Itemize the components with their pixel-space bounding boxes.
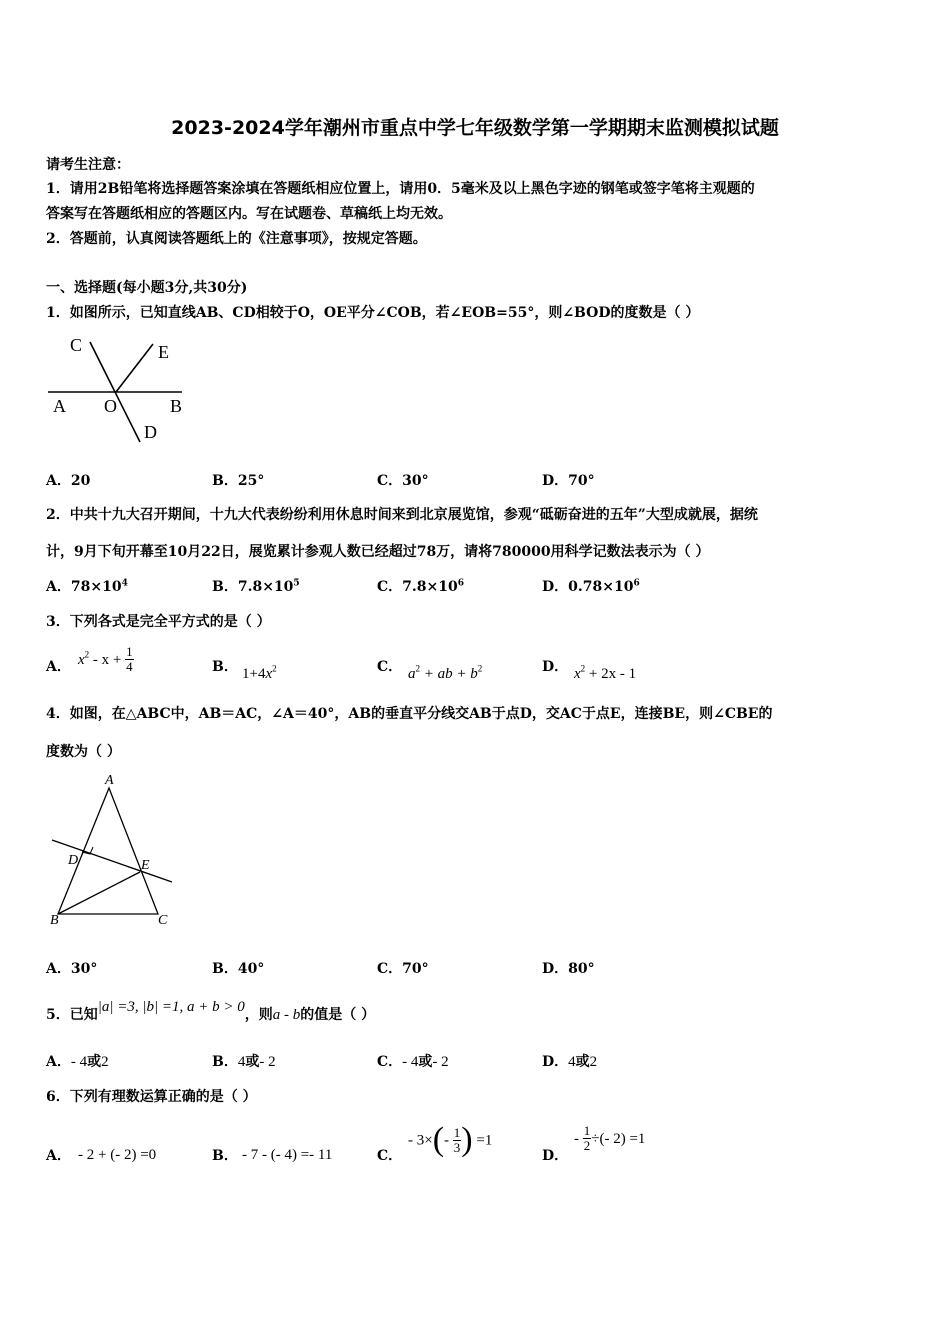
- q4-option-d[interactable]: D．80°: [542, 961, 595, 977]
- q1-option-c[interactable]: C．30°: [377, 473, 429, 489]
- q2-stem-line-2: 计，9月下旬开幕至10月22日，展览累计参观人数已经超过78万，请将780000用科学记数法表示为（ ）: [46, 544, 710, 560]
- q6-option-d-expression[interactable]: - $\frac{1}{2}$ ÷(- 2) =1: [574, 1123, 646, 1153]
- q3-option-d-letter[interactable]: D．: [542, 659, 569, 675]
- q1-option-d[interactable]: D．70°: [542, 473, 595, 489]
- q3-stem: 3．下列各式是完全平方式的是（ ）: [46, 614, 271, 630]
- label-b: B: [50, 913, 59, 928]
- q5-option-c[interactable]: C．- 4或- 2: [377, 1054, 449, 1070]
- q3-option-b-expression[interactable]: $1+4x^2$: [242, 663, 277, 682]
- q3-option-c-letter[interactable]: C．: [377, 659, 403, 675]
- q2-option-b[interactable]: B．$7.8\times 10^5$: [212, 578, 300, 595]
- notice-item-2: 2．答题前，认真阅读答题纸上的《注意事项》，按规定答题。: [46, 231, 427, 247]
- ray-oe: [116, 344, 153, 392]
- label-c: C: [158, 913, 168, 928]
- q6-option-a-expression[interactable]: - 2 + (- 2) =0: [78, 1147, 157, 1163]
- label-b: B: [170, 396, 183, 416]
- q3-option-c-expression[interactable]: $a^2$ + ab + $b^2$: [408, 663, 483, 682]
- q6-option-d-letter[interactable]: D．: [542, 1148, 569, 1164]
- triangle-abc: [58, 788, 158, 914]
- q2-option-c[interactable]: C．$7.8\times 10^6$: [377, 578, 464, 595]
- label-e: E: [141, 858, 150, 873]
- q6-option-a-letter[interactable]: A．: [46, 1148, 71, 1164]
- q2-stem-line-1: 2．中共十九大召开期间，十九大代表纷纷利用休息时间来到北京展览馆，参观“砥砺奋进的五年”大型成就展，据统: [46, 507, 758, 523]
- label-a: A: [53, 396, 66, 416]
- q3-option-d-expression[interactable]: $x^2 + 2x - 1$: [574, 663, 637, 682]
- q5-expression: a - b: [272, 1007, 301, 1023]
- q6-option-c-expression[interactable]: - 3×(- $\frac{1}{3}$ ) =1: [408, 1121, 493, 1158]
- q5-option-d[interactable]: D．4或2: [542, 1054, 598, 1070]
- q6-stem: 6．下列有理数运算正确的是（ ）: [46, 1089, 257, 1105]
- label-d: D: [144, 422, 157, 442]
- q4-option-b[interactable]: B．40°: [212, 961, 265, 977]
- q1-figure: [40, 330, 200, 446]
- q5-option-b[interactable]: B．4或- 2: [212, 1054, 276, 1070]
- q4-stem-line-2: 度数为（ ）: [46, 744, 121, 760]
- q4-option-a[interactable]: A．30°: [46, 961, 98, 977]
- q5-option-a[interactable]: A．- 4或2: [46, 1054, 109, 1070]
- q4-option-c[interactable]: C．70°: [377, 961, 429, 977]
- q5-condition: |a| =3, |b| =1, a + b > 0: [97, 999, 245, 1015]
- q2-option-d[interactable]: D．$0.78\times 10^6$: [542, 578, 640, 595]
- label-c: C: [70, 335, 83, 355]
- label-o: O: [104, 396, 117, 416]
- label-d: D: [68, 853, 79, 868]
- q3-option-a-letter[interactable]: A．: [46, 659, 71, 675]
- q6-option-b-letter[interactable]: B．: [212, 1148, 238, 1164]
- q1-stem: 1．如图所示，已知直线AB、CD相较于O，OE平分∠COB，若∠EOB=55°，则∠BOD的度数是（ ）: [46, 305, 700, 321]
- q4-stem-line-1: 4．如图，在△ABC中，AB＝AC，∠A＝40°，AB的垂直平分线交AB于点D，交AC于点E，连接BE，则∠CBE的: [46, 706, 773, 722]
- section-heading: 一、选择题(每小题3分,共30分): [46, 280, 248, 296]
- notice-item-1-line-1: 1．请用2B铅笔将选择题答案涂填在答题纸相应位置上，请用0．5毫米及以上黑色字迹的钢笔或签字笔将主观题的: [46, 181, 755, 197]
- label-e: E: [158, 342, 169, 362]
- q4-figure: [44, 768, 184, 928]
- q2-option-a[interactable]: A．$78\times 10^4$: [46, 578, 128, 595]
- q1-option-a[interactable]: A．20: [46, 473, 91, 489]
- q1-option-b[interactable]: B．25°: [212, 473, 265, 489]
- notice-heading: 请考生注意：: [46, 157, 130, 173]
- label-a: A: [105, 773, 114, 788]
- notice-item-1-line-2: 答案写在答题纸相应的答题区内。写在试题卷、草稿纸上均无效。: [46, 206, 452, 222]
- q6-option-c-letter[interactable]: C．: [377, 1148, 403, 1164]
- segment-be: [58, 872, 140, 914]
- q5-stem: 5．已知|a| =3, |b| =1, a + b > 0，则a - b的值是（ ）: [46, 999, 376, 1023]
- page-title: 2023-2024学年潮州市重点中学七年级数学第一学期期末监测模拟试题: [171, 117, 779, 139]
- q3-option-b-letter[interactable]: B．: [212, 659, 238, 675]
- q3-option-a-expression[interactable]: $x^2$ - x + $\frac{1}{4}$: [78, 644, 133, 674]
- q6-option-b-expression[interactable]: - 7 - (- 4) =- 11: [242, 1147, 333, 1163]
